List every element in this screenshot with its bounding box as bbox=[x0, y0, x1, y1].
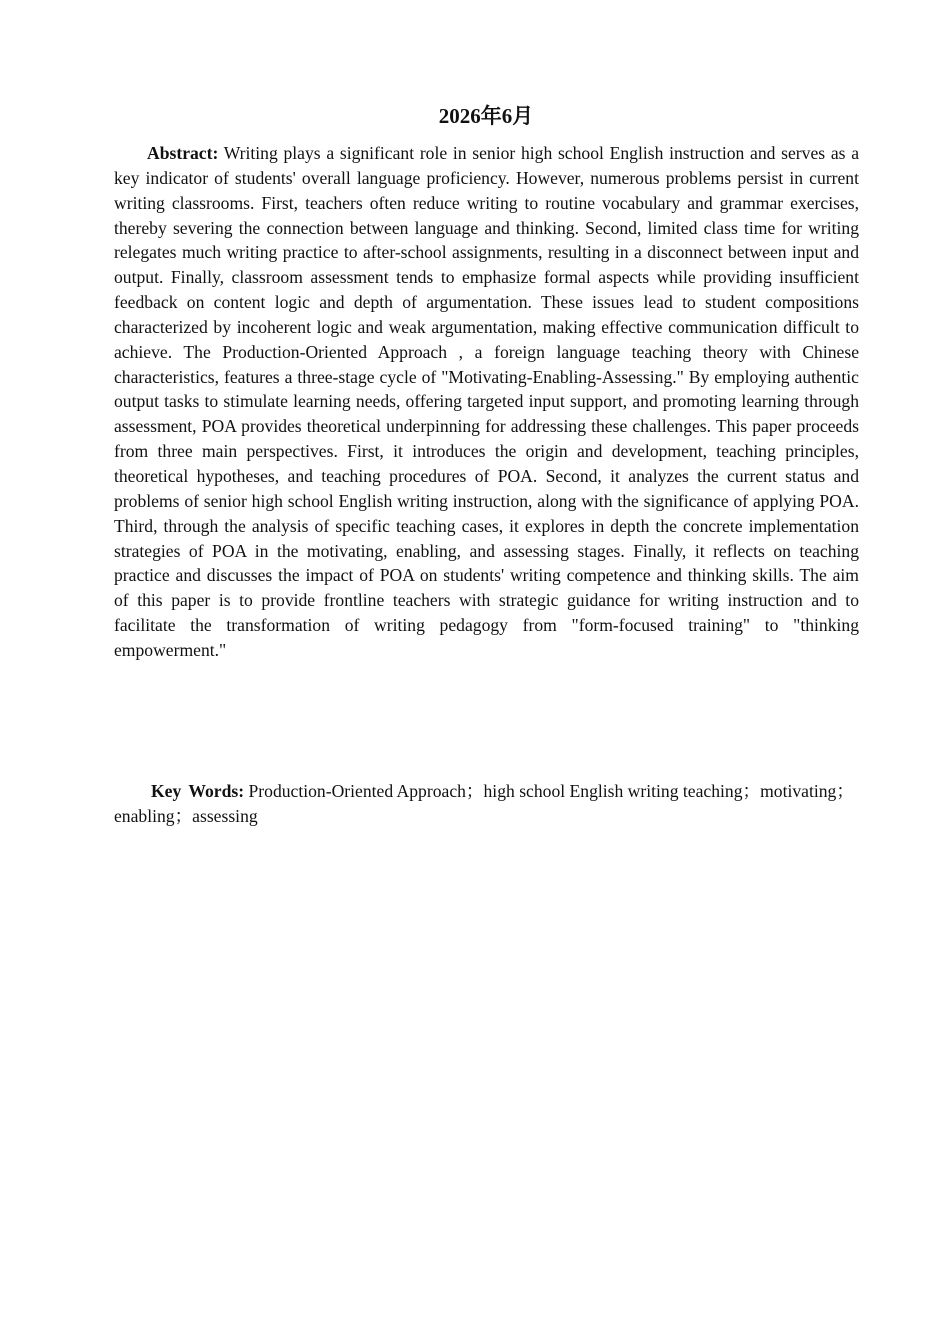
keywords-label: Key Words: bbox=[151, 781, 245, 801]
abstract-label: Abstract: bbox=[147, 143, 219, 163]
keywords-paragraph bbox=[114, 779, 859, 829]
abstract-text: Writing plays a significant role in senior high school English instruction and serves as a key indicator of students' overall language proficiency. However, numerous problems persist in current writing classrooms. First, teachers often reduce writing to routine vocabulary and grammar exercises, thereby severing the connection between language and thinking. Second, limited class time for writing relegates much writing practice to after-school assignments, resulting in a disconnect between input and output. Finally, classroom assessment tends to emphasize formal aspects while providing insufficient feedback on content logic and depth of argumentation. These issues lead to student compositions characterized by incoherent logic and weak argumentation, making effective communication difficult to achieve. The Production-Oriented Approach , a foreign language teaching theory with Chinese characteristics, features a three-stage cycle of "Motivating-Enabling-Assessing." By employing authentic output tasks to stimulate learning needs, offering targeted input support, and promoting learning through assessment, POA provides theoretical underpinning for addressing these challenges. This paper proceeds from three main perspectives. First, it introduces the origin and development, teaching principles, theoretical hypotheses, and teaching procedures of POA. Second, it analyzes the current status and problems of senior high school English writing instruction, along with the significance of applying POA. Third, through the analysis of specific teaching cases, it explores in depth the concrete implementation strategies of POA in the motivating, enabling, and assessing stages. Finally, it reflects on teaching practice and discusses the impact of POA on students' writing competence and thinking skills. The aim of this paper is to provide frontline teachers with strategic guidance for writing instruction and to facilitate the transformation of writing pedagogy from "form-focused training" to "thinking empowerment." bbox=[114, 143, 860, 660]
keywords-text: Production-Oriented Approach；high school English writing teaching；motivating；enabling；assessing bbox=[114, 781, 854, 826]
date-heading: 2026年6月 bbox=[438, 104, 534, 128]
abstract-paragraph bbox=[114, 141, 859, 663]
